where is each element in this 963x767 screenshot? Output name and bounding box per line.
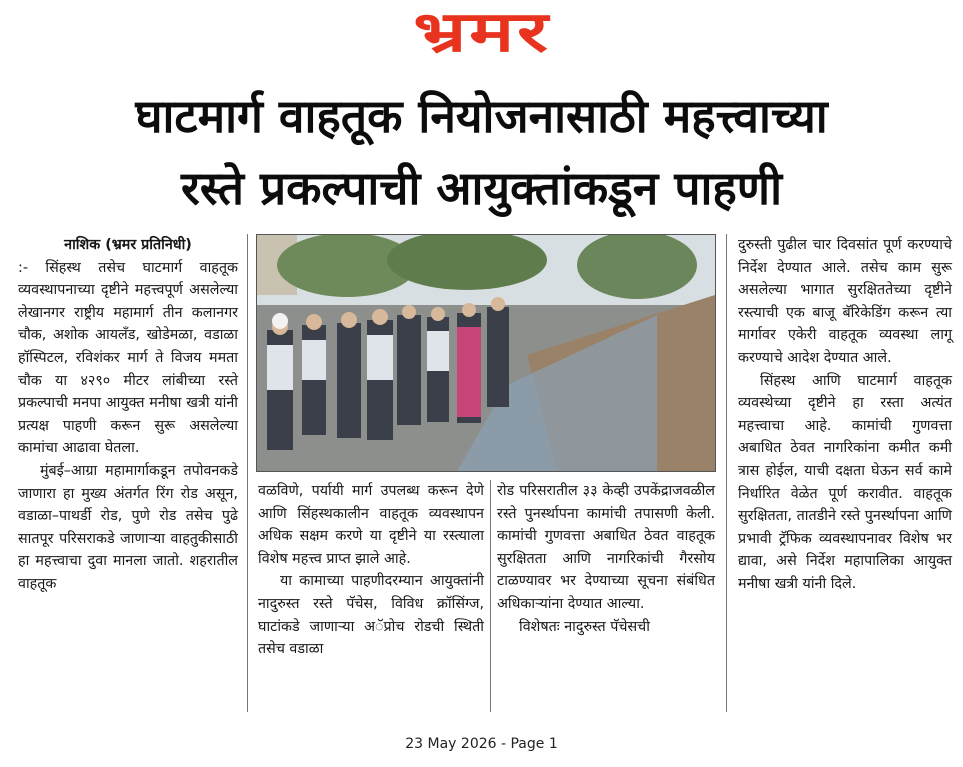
column-1-paragraph-1: :- सिंहस्थ तसेच घाटमार्ग वाहतूक व्यवस्थापनाच्या दृष्टीने महत्त्वपूर्ण असलेल्या लेखानगर राष्ट्रीय महामार्ग तीन कलानगर चौक, अशोक आयलँड, खोडेमळा, वडाळा हॉस्पिटल, रविशंकर मार्ग ते विजय ममता चौक या ४२९० मीटर लांबीच्या रस्ते प्रकल्पाची मनपा आयुक्त मनीषा खत्री यांनी प्रत्यक्ष पाहणी करून सुरू असलेल्या कामांचा आढावा घेतला. bbox=[18, 259, 238, 457]
page-footer: 23 May 2026 - Page 1 bbox=[405, 736, 558, 752]
column-divider-1 bbox=[247, 234, 248, 712]
column-3-paragraph-1: रोड परिसरातील ३३ केव्ही उपकेंद्राजवळील रस्ते पुनर्स्थापना कामांची तपासणी केली. कामांची गुणवत्ता अबाधित ठेवत वाहतूक सुरक्षितता आणि नागरिकांची गैरसोय टाळण्यावर भर देण्याच्या सूचना संबंधित अधिकाऱ्यांना देण्यात आल्या. bbox=[497, 483, 715, 612]
site-inspection-photo bbox=[257, 235, 715, 471]
column-4-paragraph-2: सिंहस्थ आणि घाटमार्ग वाहतूक व्यवस्थेच्या दृष्टीने हा रस्ता अत्यंत महत्त्वाचा आहे. कामांची गुणवत्ता अबाधित ठेवत नागरिकांना कमीत कमी त्रास होईल, याची दक्षता घेऊन सर्व कामे निर्धारित वेळेत पूर्ण करावीत. वाहतूक सुरक्षितता, तातडीने रस्ते पुनर्स्थापना आणि प्रभावी ट्रॅफिक व्यवस्थापनावर विशेष भर द्यावा, असे निर्देश महापालिका आयुक्त मनीषा खत्री यांनी दिले. bbox=[738, 372, 952, 592]
column-4-paragraph-1: दुरुस्ती पुढील चार दिवसांत पूर्ण करण्याचे निर्देश देण्यात आले. तसेच काम सुरू असलेल्या भागात सुरक्षिततेच्या दृष्टीने रस्त्याची एक बाजू बॅरिकेडिंग करून त्या मार्गावर एकेरी वाहतूक व्यवस्था लागू करण्याचे आदेश देण्यात आले. bbox=[738, 237, 952, 366]
column-2-paragraph-2: या कामाच्या पाहणीदरम्यान आयुक्तांनी नादुरुस्त रस्ते पॅचेस, विविध क्रॉसिंग्ज, घाटांकडे जाणाऱ्या अॅप्रोच रोडची स्थिती तसेच वडाळा bbox=[258, 573, 484, 658]
headline-line-1: घाटमार्ग वाहतूक नियोजनासाठी महत्त्वाच्या bbox=[135, 89, 828, 143]
column-1-paragraph-2: मुंबई–आग्रा महामार्गाकडून तपोवनकडे जाणारा हा मुख्य अंतर्गत रिंग रोड असून, वडाळा–पाथर्डी रोड, पुणे रोड तसेच पुढे सातपूर परिसराकडे जाणाऱ्या वाहतुकीसाठी हा महत्त्वाचा दुवा मानला जातो. शहरातील वाहतूक bbox=[18, 462, 238, 592]
news-photo bbox=[256, 234, 716, 472]
masthead-logo bbox=[0, 0, 963, 70]
article-column-2 bbox=[258, 480, 484, 661]
article-column-1 bbox=[18, 234, 238, 596]
column-3-paragraph-2: विशेषतः नादुरुस्त पॅचेसची bbox=[519, 618, 650, 635]
article-column-4 bbox=[738, 234, 952, 596]
dateline: नाशिक (भ्रमर प्रतिनिधी) bbox=[64, 237, 192, 253]
column-divider-3 bbox=[726, 234, 727, 712]
masthead-title: भ्रमर bbox=[412, 0, 551, 65]
article-column-3 bbox=[497, 480, 715, 638]
headline-line-2: रस्ते प्रकल्पाची आयुक्तांकडून पाहणी bbox=[181, 161, 782, 215]
column-divider-2 bbox=[490, 480, 491, 712]
column-2-paragraph-1: वळविणे, पर्यायी मार्ग उपलब्ध करून देणे आणि सिंहस्थकालीन वाहतूक व्यवस्थापन अधिक सक्षम करणे या दृष्टीने या रस्त्याला विशेष महत्त्व प्राप्त झाले आहे. bbox=[258, 483, 484, 567]
